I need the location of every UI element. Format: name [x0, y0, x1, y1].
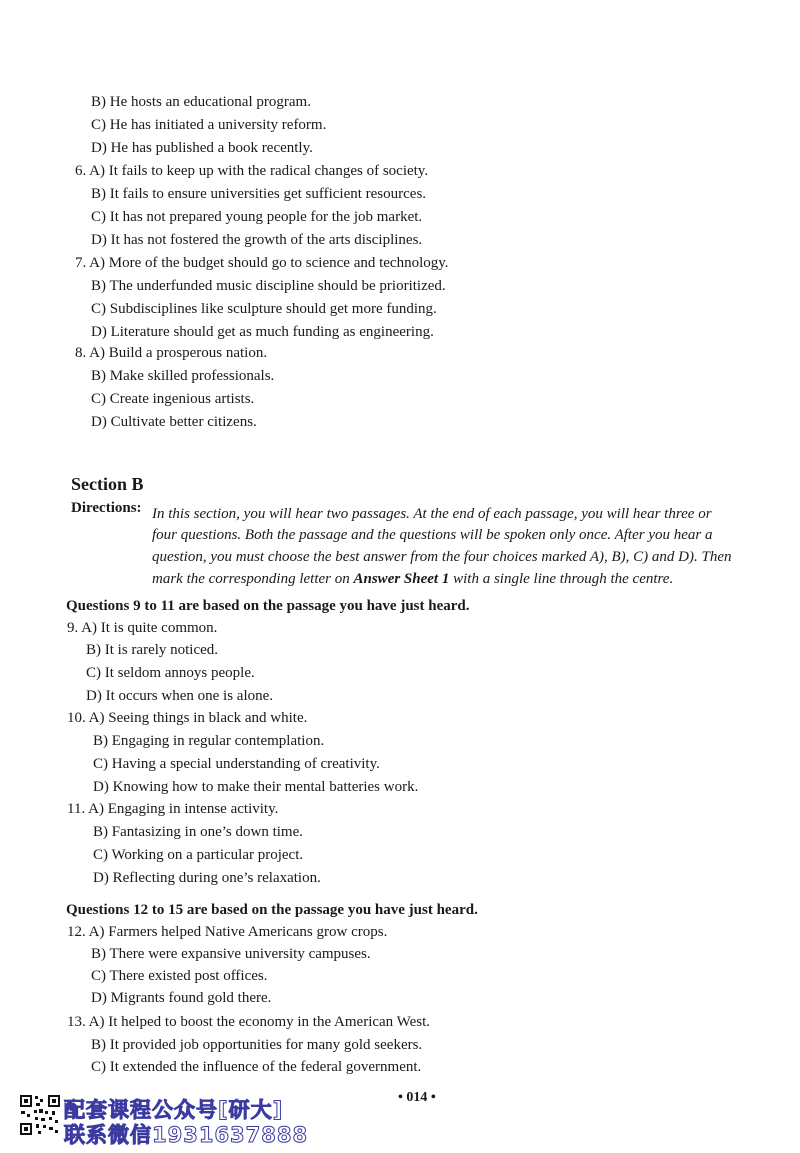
answer-sheet-ref: Answer Sheet 1 [353, 571, 450, 587]
q11-option-d: D) Reflecting during one’s relaxation. [93, 870, 321, 886]
q9-option-a: 9. A) It is quite common. [67, 620, 218, 636]
q8-option-c: C) Create ingenious artists. [91, 391, 255, 407]
q9-option-b: B) It is rarely noticed. [86, 642, 219, 658]
q12-option-b: B) There were expansive university campuses. [91, 946, 371, 962]
q13-option-c: C) It extended the influence of the federal government. [91, 1059, 422, 1075]
promo-line-1: 配套课程公众号[研大] [64, 1098, 284, 1122]
qr-code-icon [19, 1094, 61, 1136]
q6-option-d: D) It has not fostered the growth of the arts disciplines. [91, 232, 423, 248]
q12-option-a: 12. A) Farmers helped Native Americans grow crops. [67, 924, 388, 940]
q7-option-c: C) Subdisciplines like sculpture should get more funding. [91, 301, 437, 317]
q6-option-c: C) It has not prepared young people for the job market. [91, 209, 423, 225]
directions-line-3: question, you must choose the best answer from the four choices marked A), B), C) and D). Then [152, 549, 732, 565]
q6-option-b: B) It fails to ensure universities get sufficient resources. [91, 186, 427, 202]
q8-option-d: D) Cultivate better citizens. [91, 414, 257, 430]
promo-line-2: 联系微信1931637888 [64, 1123, 309, 1147]
directions-line-1: In this section, you will hear two passages. At the end of each passage, you will hear three or [152, 506, 712, 522]
group-heading-9-11: Questions 9 to 11 are based on the passage you have just heard. [66, 598, 470, 614]
q10-option-b: B) Engaging in regular contemplation. [93, 733, 325, 749]
q10-option-a: 10. A) Seeing things in black and white. [67, 710, 308, 726]
q5-option-c: C) He has initiated a university reform. [91, 117, 327, 133]
q6-option-a: 6. A) It fails to keep up with the radical changes of society. [75, 163, 429, 179]
group-heading-12-15: Questions 12 to 15 are based on the passage you have just heard. [66, 902, 478, 918]
page-number: • 014 • [398, 1090, 436, 1105]
directions-line-4-post: with a single line through the centre. [449, 571, 674, 587]
directions-line-2: four questions. Both the passage and the questions will be spoken only once. After you hear a [152, 527, 713, 543]
q11-option-a: 11. A) Engaging in intense activity. [67, 801, 279, 817]
q12-option-d: D) Migrants found gold there. [91, 990, 272, 1006]
q12-option-c: C) There existed post offices. [91, 968, 268, 984]
directions-line-4-pre: mark the corresponding letter on [152, 571, 354, 587]
q9-option-d: D) It occurs when one is alone. [86, 688, 274, 704]
q11-option-b: B) Fantasizing in one’s down time. [93, 824, 303, 840]
section-b-title: Section B [71, 474, 144, 494]
q5-option-b: B) He hosts an educational program. [91, 94, 311, 110]
q13-option-b: B) It provided job opportunities for many gold seekers. [91, 1037, 423, 1053]
q9-option-c: C) It seldom annoys people. [86, 665, 255, 681]
directions-label: Directions: [71, 500, 142, 516]
directions-line-4 [152, 571, 673, 588]
q7-option-d: D) Literature should get as much funding as engineering. [91, 324, 434, 340]
q8-option-b: B) Make skilled professionals. [91, 368, 275, 384]
q10-option-c: C) Having a special understanding of creativity. [93, 756, 380, 772]
q7-option-b: B) The underfunded music discipline should be prioritized. [91, 278, 446, 294]
q11-option-c: C) Working on a particular project. [93, 847, 304, 863]
q5-option-d: D) He has published a book recently. [91, 140, 313, 156]
q10-option-d: D) Knowing how to make their mental batteries work. [93, 779, 419, 795]
q8-option-a: 8. A) Build a prosperous nation. [75, 345, 268, 361]
q13-option-a: 13. A) It helped to boost the economy in the American West. [67, 1014, 431, 1030]
q7-option-a: 7. A) More of the budget should go to science and technology. [75, 255, 449, 271]
